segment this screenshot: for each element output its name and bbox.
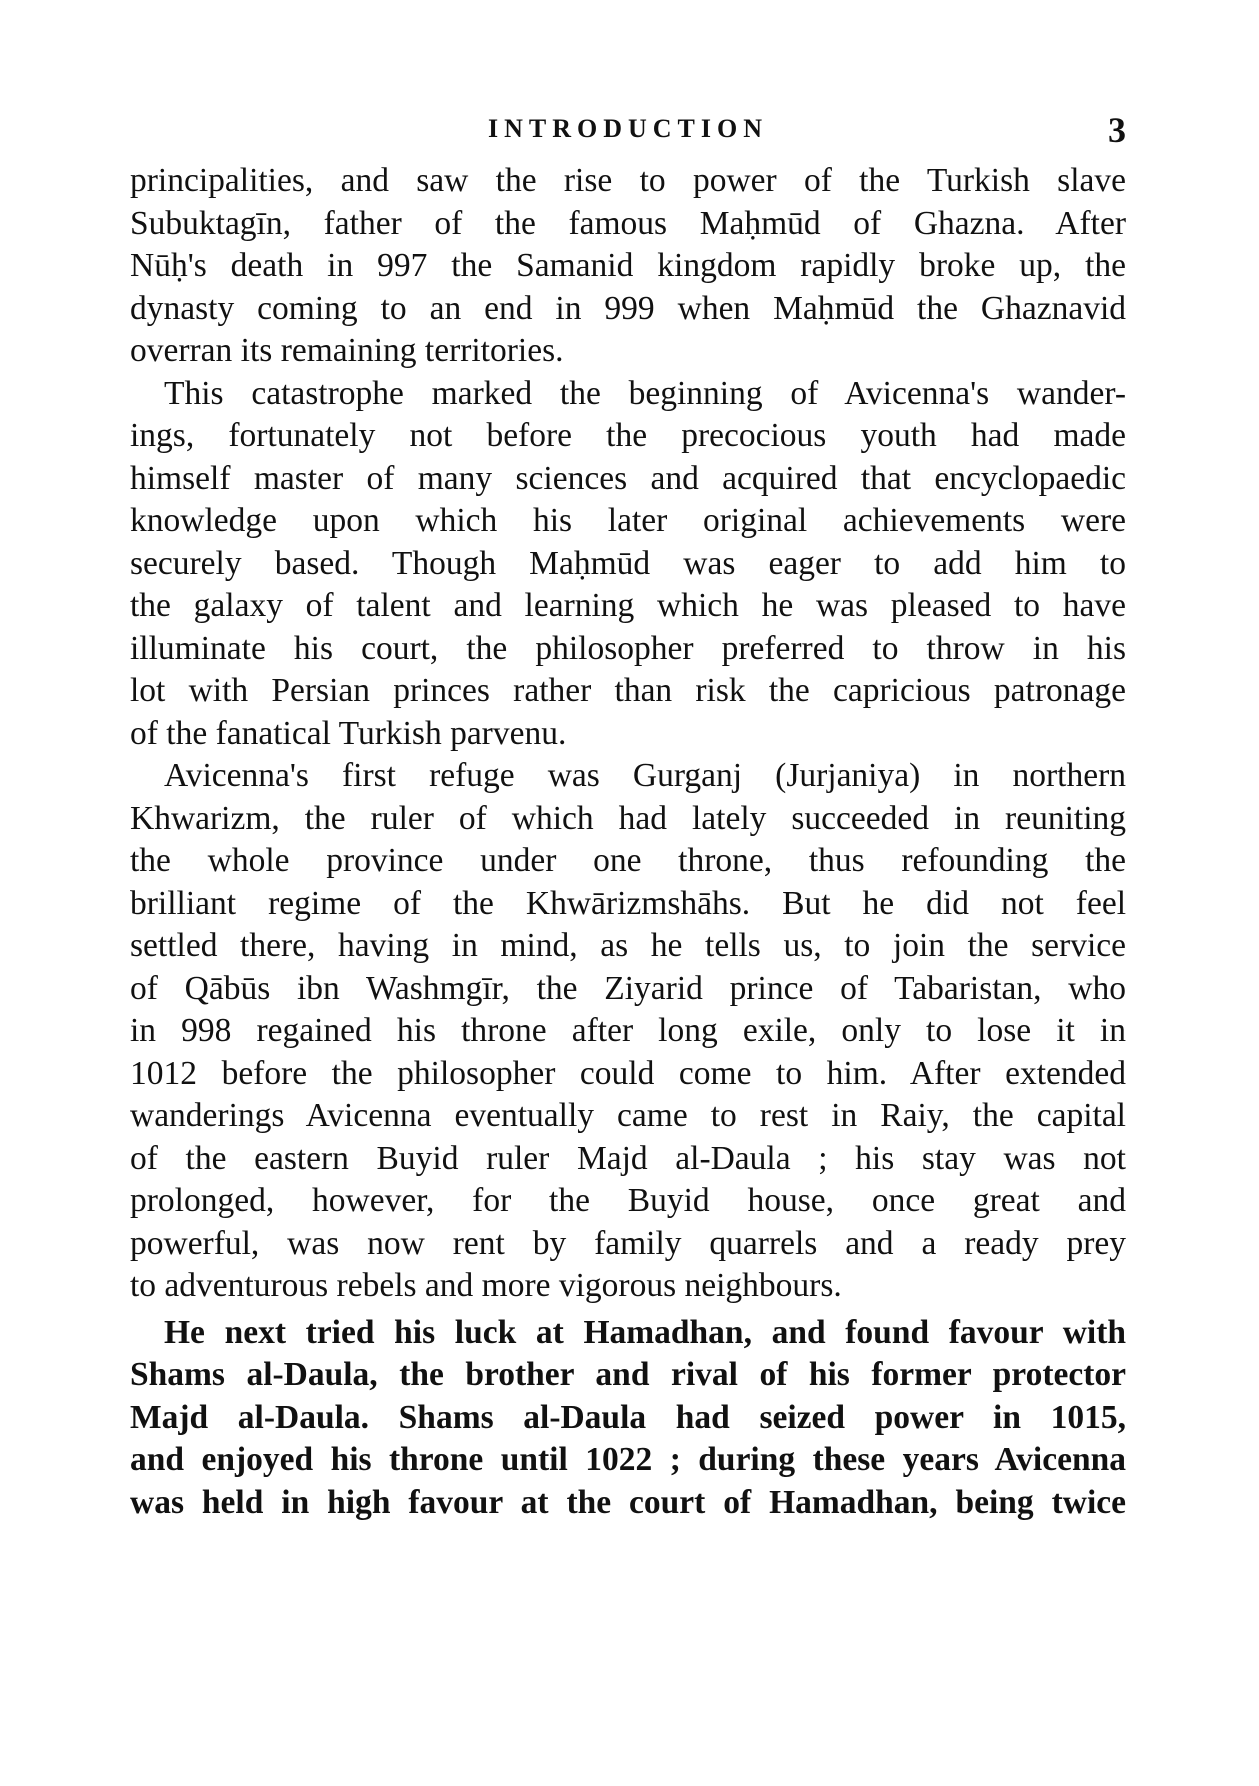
text-line: knowledge upon which his later original achievements were	[130, 502, 1126, 539]
text-line: brilliant regime of the Khwārizmshāhs. But he did not feel	[130, 884, 1126, 922]
text-line: powerful, was now rent by family quarrels and a ready prey	[130, 1224, 1126, 1262]
text-line: Avicenna's first refuge was Gurganj (Jurjaniya) in northern	[164, 757, 1126, 794]
text-line: principalities, and saw the rise to power of the Turkish slave	[130, 162, 1126, 199]
text-line: of the fanatical Turkish parvenu.	[130, 714, 567, 752]
text-line: Majd al-Daula. Shams al-Daula had seized power in 1015,	[130, 1398, 1126, 1436]
text-line: was held in high favour at the court of Hamadhan, being twice	[130, 1483, 1126, 1521]
text-line: himself master of many sciences and acquired that encyclopaedic	[130, 459, 1126, 497]
text-line: overran its remaining territories.	[130, 332, 564, 369]
running-title: INTRODUCTION	[487, 114, 769, 143]
text-line: Shams al-Daula, the brother and rival of his former protector	[130, 1356, 1126, 1393]
paragraph-3	[130, 755, 1126, 1308]
text-line: illuminate his court, the philosopher preferred to throw in his	[130, 629, 1126, 667]
paragraph-2	[130, 373, 1126, 756]
text-line: ings, fortunately not before the precocious youth had made	[130, 417, 1126, 454]
text-line: This catastrophe marked the beginning of Avicenna's wander-	[164, 374, 1126, 412]
text-line: Nūḥ's death in 997 the Samanid kingdom rapidly broke up, the	[130, 247, 1126, 284]
text-line: 1012 before the philosopher could come to him. After extended	[130, 1054, 1126, 1092]
text-line: wanderings Avicenna eventually came to rest in Raiy, the capital	[130, 1097, 1126, 1134]
text-line: of Qābūs ibn Washmgīr, the Ziyarid prince of Tabaristan, who	[130, 969, 1126, 1007]
running-head	[130, 110, 1126, 154]
body-text	[130, 160, 1126, 1524]
text-line: and enjoyed his throne until 1022 ; during these years Avicenna	[130, 1441, 1126, 1478]
paragraph-4	[130, 1312, 1126, 1525]
text-line: Khwarizm, the ruler of which had lately succeeded in reuniting	[130, 799, 1126, 837]
text-line: the whole province under one throne, thus refounding the	[130, 842, 1126, 879]
text-line: to adventurous rebels and more vigorous neighbours.	[130, 1267, 842, 1304]
text-line: the galaxy of talent and learning which he was pleased to have	[130, 587, 1126, 624]
text-line: in 998 regained his throne after long exile, only to lose it in	[130, 1012, 1126, 1049]
text-line: prolonged, however, for the Buyid house, once great and	[130, 1182, 1126, 1219]
text-line: settled there, having in mind, as he tells us, to join the service	[130, 927, 1126, 964]
page-number: 3	[1108, 110, 1126, 150]
text-line: He next tried his luck at Hamadhan, and found favour with	[164, 1313, 1126, 1351]
text-line: securely based. Though Maḥmūd was eager to add him to	[130, 544, 1126, 582]
text-line: Subuktagīn, father of the famous Maḥmūd of Ghazna. After	[130, 204, 1126, 242]
paragraph-1	[130, 160, 1126, 373]
text-line: dynasty coming to an end in 999 when Maḥmūd the Ghaznavid	[130, 289, 1126, 327]
text-line: of the eastern Buyid ruler Majd al-Daula ; his stay was not	[130, 1139, 1126, 1177]
text-line: lot with Persian princes rather than risk the capricious patronage	[130, 672, 1126, 709]
